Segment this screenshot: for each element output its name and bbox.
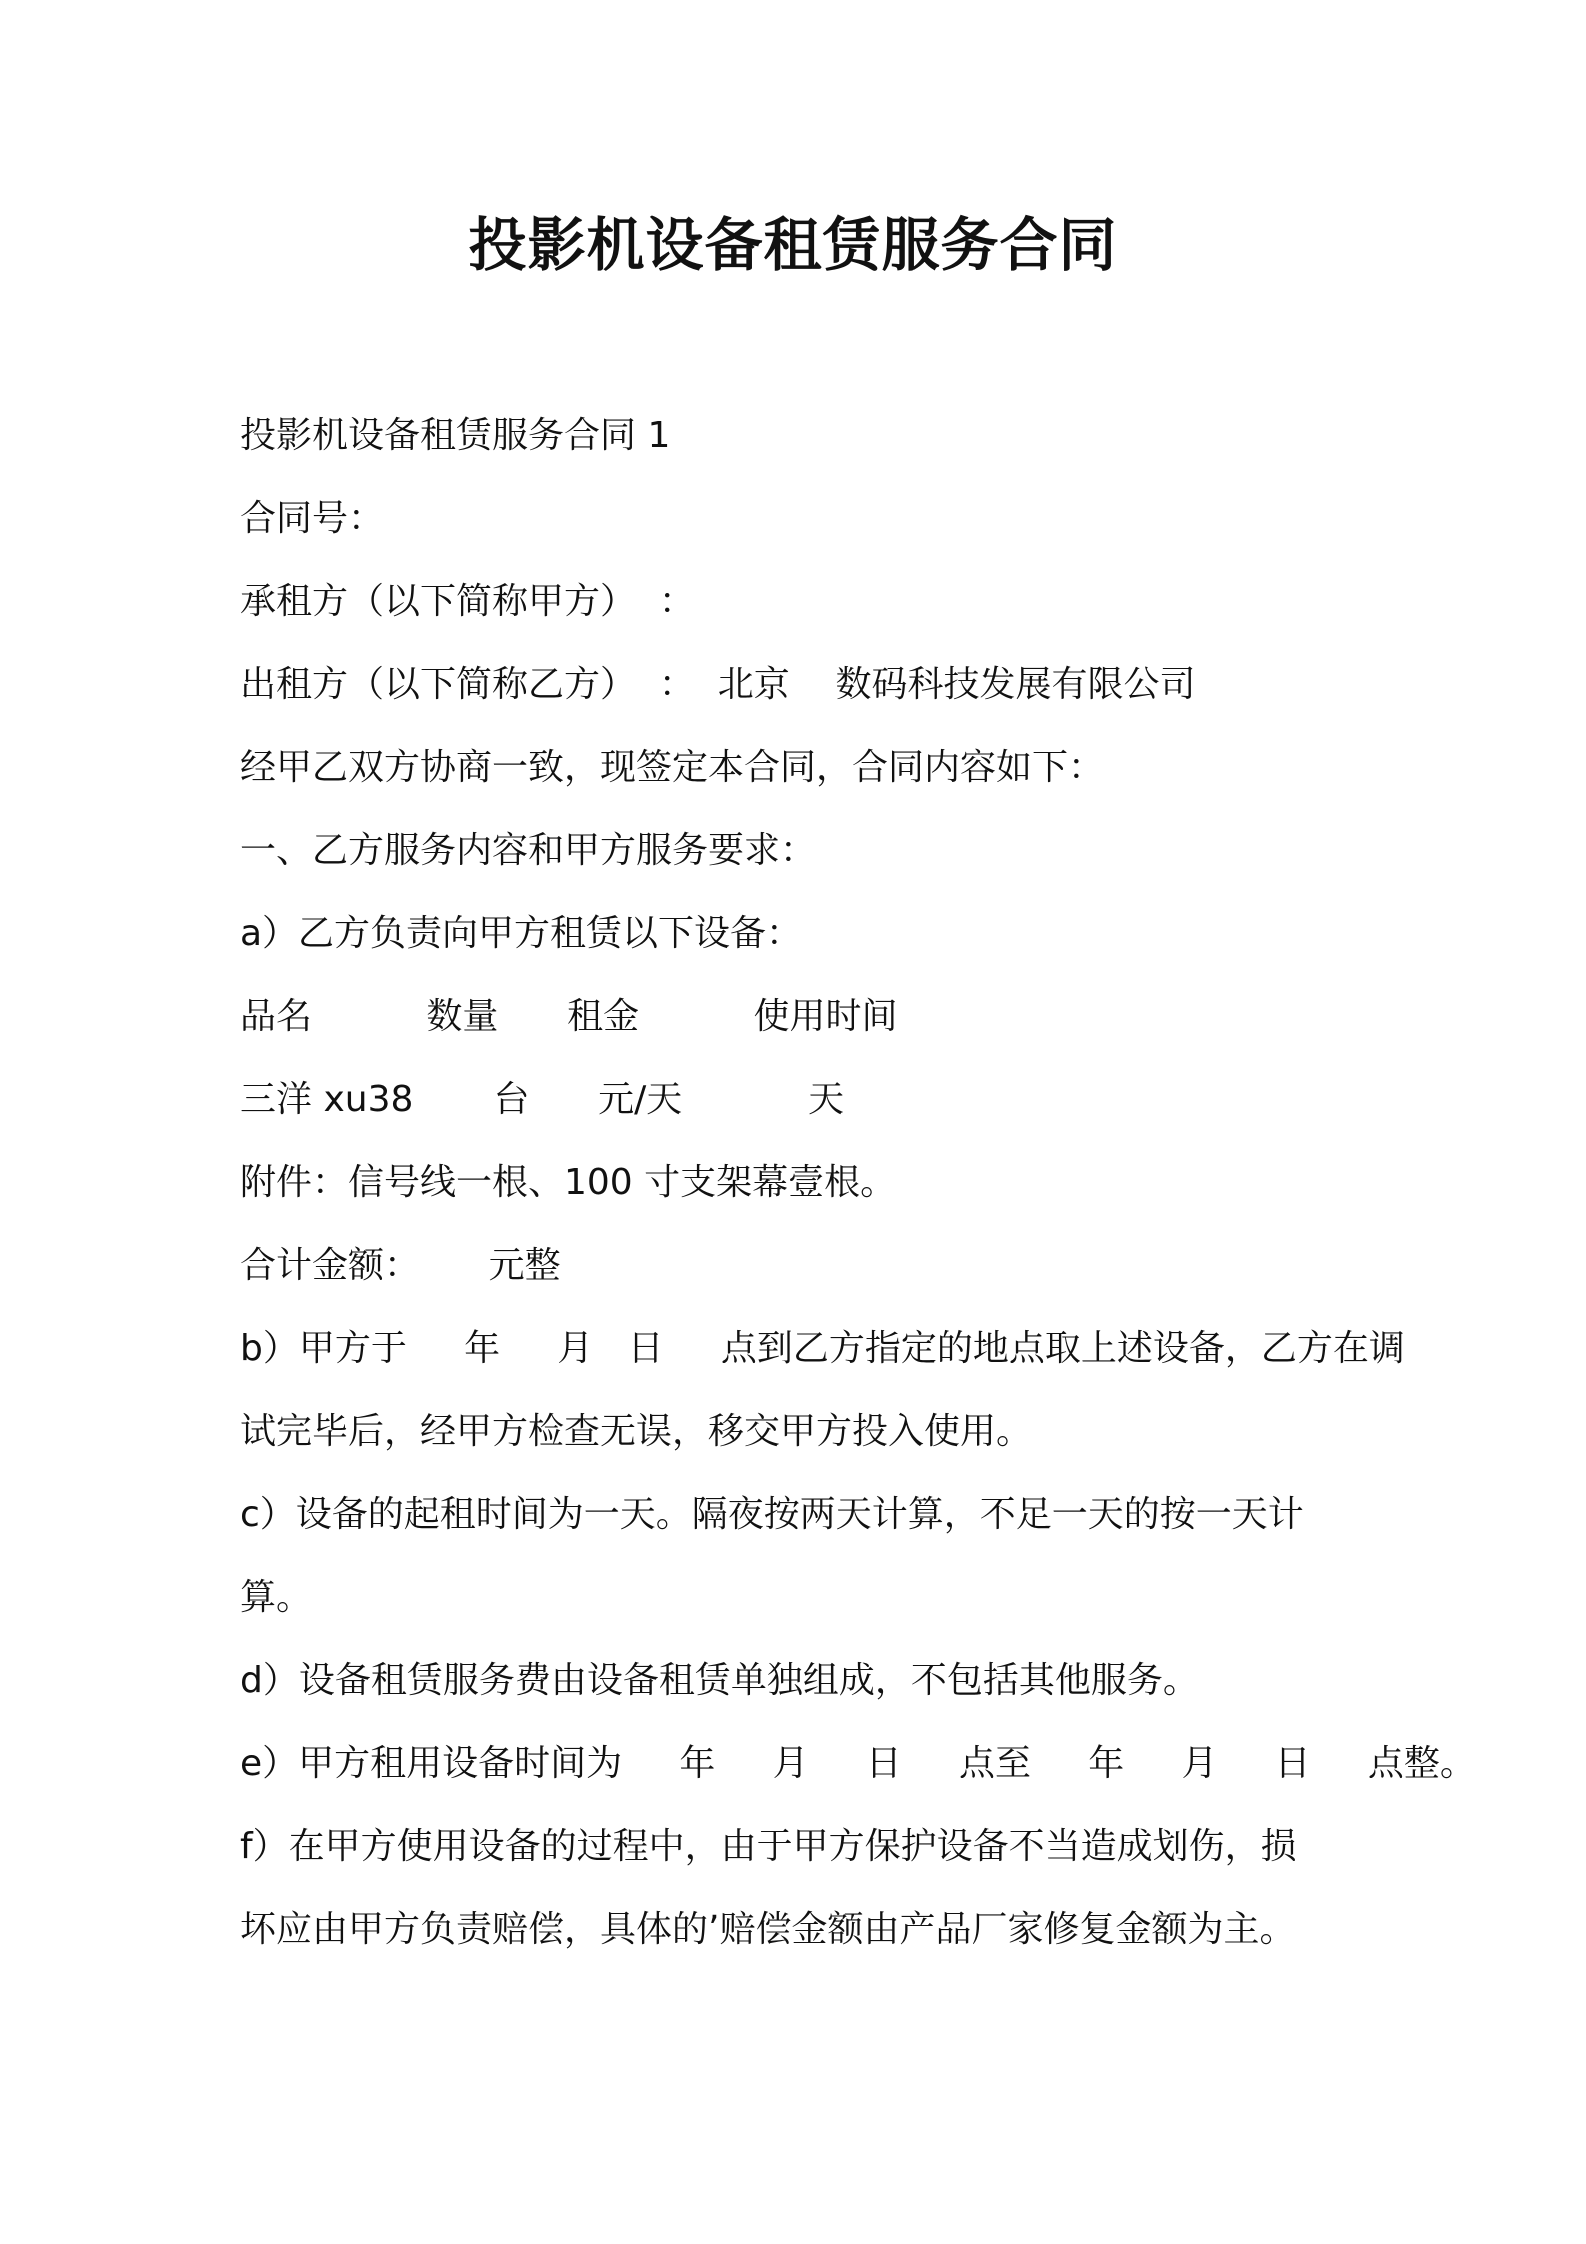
clause-f-line-2: 坏应由甲方负责赔偿，具体的’赔偿金额由产品厂家修复金额为主。 (240, 1909, 1296, 1950)
clause-c-line-1: c）设备的起租时间为一天。隔夜按两天计算，不足一天的按一天计 (240, 1494, 1304, 1535)
equipment-table-row: 三洋 xu38 台 元/天 天 (240, 1079, 845, 1120)
document-title: 投影机设备租赁服务合同 (468, 211, 1118, 279)
clause-b-line-1: b）甲方于 年 月 日 点到乙方指定的地点取上述设备，乙方在调 (240, 1328, 1405, 1369)
contract-number-line: 合同号： (240, 498, 385, 539)
clause-d-line: d）设备租赁服务费由设备租赁单独组成，不包括其他服务。 (240, 1660, 1199, 1701)
contract-subtitle: 投影机设备租赁服务合同 1 (240, 415, 671, 456)
section-heading: 一、乙方服务内容和甲方服务要求： (240, 830, 817, 871)
equipment-table-header: 品名 数量 租金 使用时间 (240, 996, 898, 1037)
clause-b-line-2: 试完毕后，经甲方检查无误，移交甲方投入使用。 (240, 1411, 1033, 1452)
total-amount-line: 合计金额： 元整 (240, 1245, 561, 1286)
clause-e-line: e）甲方租用设备时间为 年 月 日 点至 年 月 日 点整。 (240, 1743, 1476, 1784)
clause-f-line-1: f）在甲方使用设备的过程中，由于甲方保护设备不当造成划伤，损 (240, 1826, 1297, 1867)
lessee-line: 承租方（以下简称甲方） ： (240, 581, 695, 622)
clause-a-line: a）乙方负责向甲方租赁以下设备： (240, 913, 803, 954)
clause-c-line-2: 算。 (240, 1577, 313, 1618)
agreement-intro-line: 经甲乙双方协商一致，现签定本合同，合同内容如下： (240, 747, 1105, 788)
lessor-line: 出租方（以下简称乙方） ： 北京 数码科技发展有限公司 (240, 664, 1196, 705)
accessories-line: 附件：信号线一根、100 寸支架幕壹根。 (240, 1162, 897, 1203)
